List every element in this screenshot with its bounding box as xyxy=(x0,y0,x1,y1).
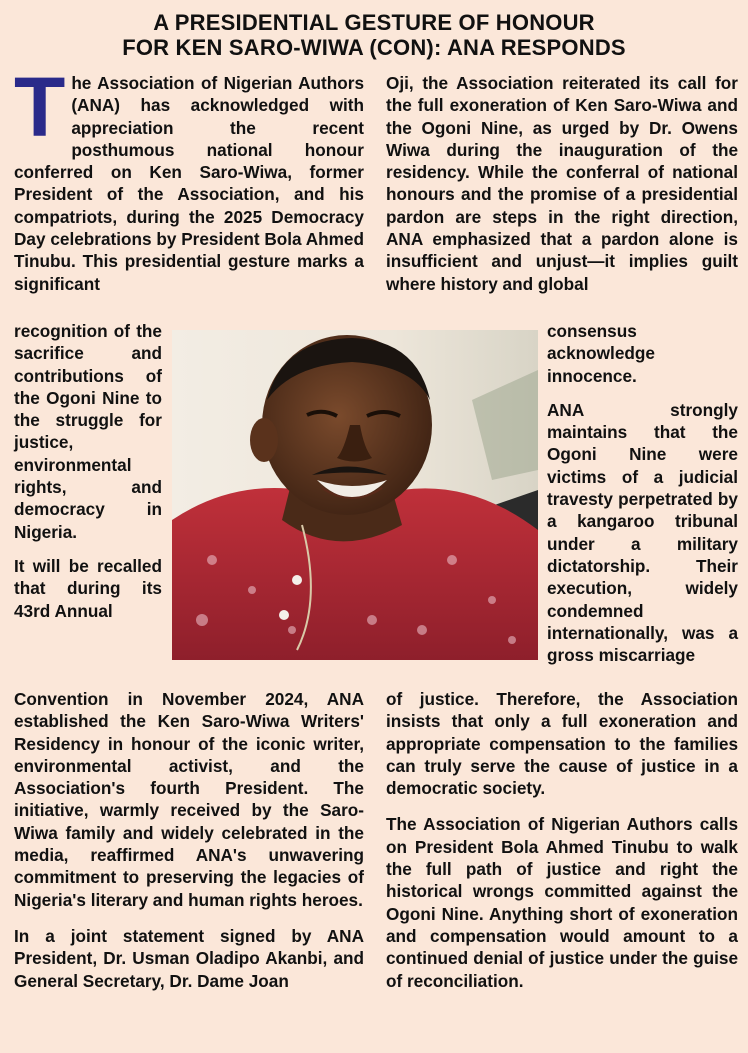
headline-line-2: FOR KEN SARO-WIWA (CON): ANA RESPONDS xyxy=(122,35,626,60)
right-column-top xyxy=(386,72,738,295)
portrait-illustration xyxy=(172,330,538,660)
paragraph-4-full: of justice. Therefore, the Association insists that only a full exoneration and appropriate compensation to the families can truly serve the cause of justice in a democratic society. xyxy=(386,689,738,799)
paragraph-1-opening: he Association of Nigerian Authors (ANA) has acknowledged with appreciation the recent posthumous national honour conferred on Ken Saro-Wiwa, former President of the Association, and his compatriots, during the 2025 Democracy Day celebrations by President Bola Ahmed Tinubu. This presidential gesture marks a significant xyxy=(14,73,364,294)
headline-line-1: A PRESIDENTIAL GESTURE OF HONOUR xyxy=(153,10,595,35)
left-column-wrap xyxy=(14,320,162,622)
paragraph-2-wrap: It will be recalled that during its 43rd Annual xyxy=(14,555,162,621)
paragraph-1-wrap: recognition of the sacrifice and contributions of the Ogoni Nine to the struggle for justice, environmental rights, and democracy in Nigeria. xyxy=(14,321,162,542)
paragraph-3-wrap: consensus acknowledge innocence. xyxy=(547,321,655,386)
right-column-bottom xyxy=(386,688,738,992)
paragraph-5: The Association of Nigerian Authors calls on President Bola Ahmed Tinubu to walk the full path of justice and right the historical wrongs committed against the Ogoni Nine. Anything short of exoneration and compensation would amount to a continued denial of justice under the guise of reconciliation. xyxy=(386,814,738,991)
left-column-bottom xyxy=(14,688,364,992)
paragraph-2-full: Convention in November 2024, ANA established the Ken Saro-Wiwa Writers' Residency in honour of the iconic writer, environmental activist, and the Association's fourth President. The initiative, warmly received by the Saro-Wiwa family and widely celebrated in the media, reaffirmed ANA's unwavering commitment to preserving the legacies of Nigeria's literary and human rights heroes. xyxy=(14,689,364,910)
left-column-top xyxy=(14,60,364,295)
right-column-wrap xyxy=(547,320,738,666)
headline xyxy=(0,10,748,60)
paragraph-3-continued: Oji, the Association reiterated its call for the full exoneration of Ken Saro-Wiwa and the Ogoni Nine, as urged by Dr. Owens Wiwa during the inauguration of the residency. While the conferral of national honours and the promise of a presidential pardon are steps in the right direction, ANA emphasized that a pardon alone is insufficient and unjust—it implies guilt where history and global xyxy=(386,73,738,294)
paragraph-3: In a joint statement signed by ANA President, Dr. Usman Oladipo Akanbi, and General Secretary, Dr. Dame Joan xyxy=(14,925,364,991)
drop-cap: T xyxy=(14,60,66,154)
portrait-photo xyxy=(172,330,538,660)
paragraph-4-wrap: ANA strongly maintains that the Ogoni Nine were victims of a judicial travesty perpetrated by a kangaroo tribunal under a military dictatorship. Their execution, widely condemned internationally, was a gross miscarriage xyxy=(547,399,738,666)
